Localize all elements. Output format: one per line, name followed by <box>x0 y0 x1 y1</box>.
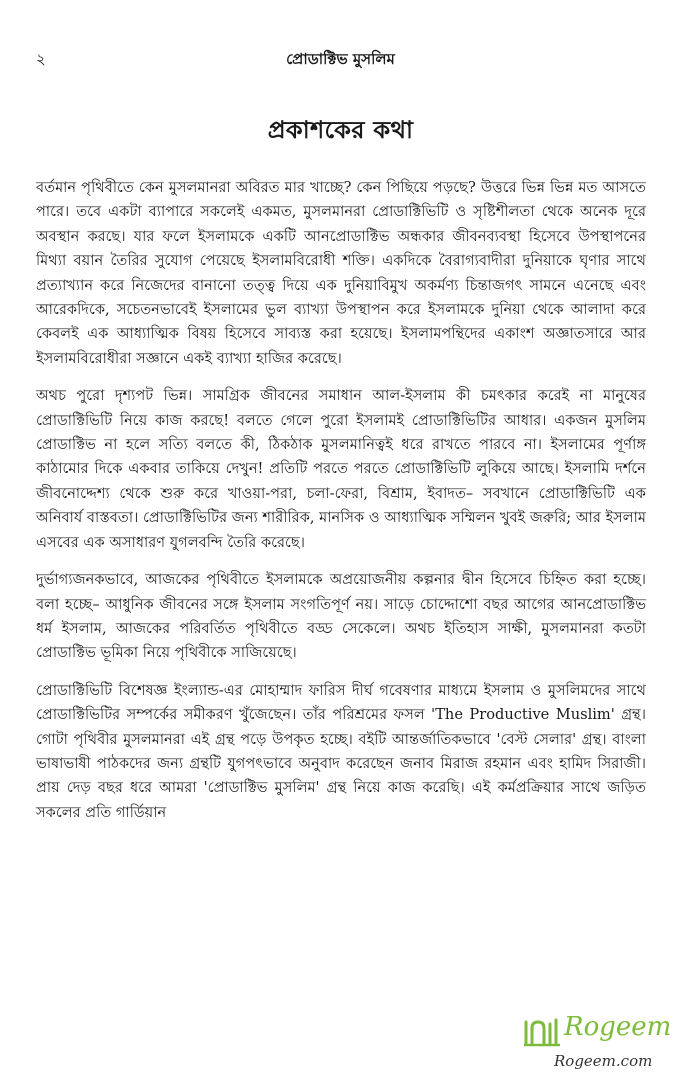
watermark-url: Rogeem.com <box>554 1052 653 1070</box>
paragraph-2: অথচ পুরো দৃশ্যপট ভিন্ন। সামগ্রিক জীবনের সমাধান আল-ইসলাম কী চমৎকার করেই না মানুষের প্রোডাক্টিভিটি নিয়ে কাজ করছে! বলতে গেলে পুরো ইসলামই প্রোডাক্টিভিটির আধার। একজন মুসলিম প্রোডাক্টিভ না হলে সত্যি বলতে কী, ঠিকঠাক মুসলমানিত্বই ধরে রাখতে পারবে না। ইসলামের পূর্ণাঙ্গ কাঠামোর দিকে একবার তাকিয়ে দেখুন! প্রতিটি পরতে পরতে প্রোডাক্টিভিটি লুকিয়ে আছে। ইসলামি দর্শনে জীবনোদ্দেশ্য থেকে শুরু করে খাওয়া-পরা, চলা-ফেরা, বিশ্রাম, ইবাদত– সবখানে প্রোডাক্টিভিটি এক অনিবার্য বাস্তবতা। প্রোডাক্টিভিটির জন্য শারীরিক, মানসিক ও আধ্যাত্মিক সম্মিলন খুবই জরুরি; আর ইসলাম এসবের এক অসাধারণ যুগলবন্দি তৈরি করেছে। <box>36 387 646 551</box>
running-book-title: প্রোডাক্টিভ মুসলিম <box>286 50 395 68</box>
paragraph-3: দুর্ভাগ্যজনকভাবে, আজকের পৃথিবীতে ইসলামকে অপ্রয়োজনীয় কল্পনার দ্বীন হিসেবে চিহ্নিত করা হচ্ছে। বলা হচ্ছে– আধুনিক জীবনের সঙ্গে ইসলাম সংগতিপূর্ণ নয়। সাড়ে চোদ্দোশো বছর আগের আনপ্রোডাক্টিভ ধর্ম ইসলাম, আজকের পরিবর্তিত পৃথিবীতে বড্ড সেকেলে। অথচ ইতিহাস সাক্ষী, মুসলমানরা কতটা প্রোডাক্টিভ ভূমিকা নিয়ে পৃথিবীকে সাজিয়েছে। <box>36 571 646 662</box>
chapter-title: প্রকাশকের কথা <box>267 115 414 144</box>
paragraph-4: প্রোডাক্টিভিটি বিশেষজ্ঞ ইংল্যান্ড-এর মোহাম্মাদ ফারিস দীর্ঘ গবেষণার মাধ্যমে ইসলাম ও মুসলিমদের সাথে প্রোডাক্টিভিটির সম্পর্কের সমীকরণ খুঁজেছেন। তাঁর পরিশ্রমের ফসল 'The Productive Muslim' গ্রন্থ। গোটা পৃথিবীর মুসলমানরা এই গ্রন্থ পড়ে উপকৃত হচ্ছে। বইটি আন্তর্জাতিকভাবে 'বেস্ট সেলার' গ্রন্থ। বাংলা ভাষাভাষী পাঠকদের জন্য গ্রন্থটি যুগপৎভাবে অনুবাদ করেছেন জনাব মিরাজ রহমান এবং হামিদ সিরাজী। প্রায় দেড় বছর ধরে আমরা 'প্রোডাক্টিভ মুসলিম' গ্রন্থ নিয়ে কাজ করেছি। এই কর্মপ্রক্রিয়ার সাথে জড়িত সকলের প্রতি গার্ডিয়ান <box>36 681 646 821</box>
running-head <box>36 48 645 70</box>
page-number: ২ <box>36 50 46 68</box>
watermark-logo <box>522 1010 672 1070</box>
watermark-brand: Rogeem <box>564 1012 672 1042</box>
paragraph-1: বর্তমান পৃথিবীতে কেন মুসলমানরা অবিরত মার খাচ্ছে? কেন পিছিয়ে পড়ছে? উত্তরে ভিন্ন ভিন্ন মত আসতে পারে। তবে একটা ব্যাপারে সকলেই একমত, মুসলমানরা প্রোডাক্টিভিটি ও সৃষ্টিশীলতা থেকে অনেক দূরে অবস্থান করছে। যার ফলে ইসলামকে একটি আনপ্রোডাক্টিভ অন্ধকার জীবনব্যবস্থা হিসেবে উপস্থাপনের মিথ্যা বয়ান তৈরির সুযোগ পেয়েছে ইসলামবিরোধী শক্তি। একদিকে বৈরাগ্যবাদীরা দুনিয়াকে ঘৃণার সাথে প্রত্যাখ্যান করে নিজেদের বানানো তত্ত্ব দিয়ে এক দুনিয়াবিমুখ অকর্মণ্য চিন্তাজগৎ সামনে এনেছে এবং আরেকদিকে, সচেতনভাবেই ইসলামের ভুল ব্যাখ্যা উপস্থাপন করে ইসলামকে দুনিয়া থেকে আলাদা করে কেবলই এক আধ্যাত্মিক বিষয় হিসেবে সাব্যস্ত করা হয়েছে। ইসলামপন্থিদের একাংশ অজ্ঞাতসারে আর ইসলামবিরোধীরা সজ্ঞানে একই ব্যাখ্যা হাজির করেছে। <box>36 179 646 367</box>
body-text <box>36 176 646 838</box>
mosque-logo-icon <box>522 1014 562 1048</box>
